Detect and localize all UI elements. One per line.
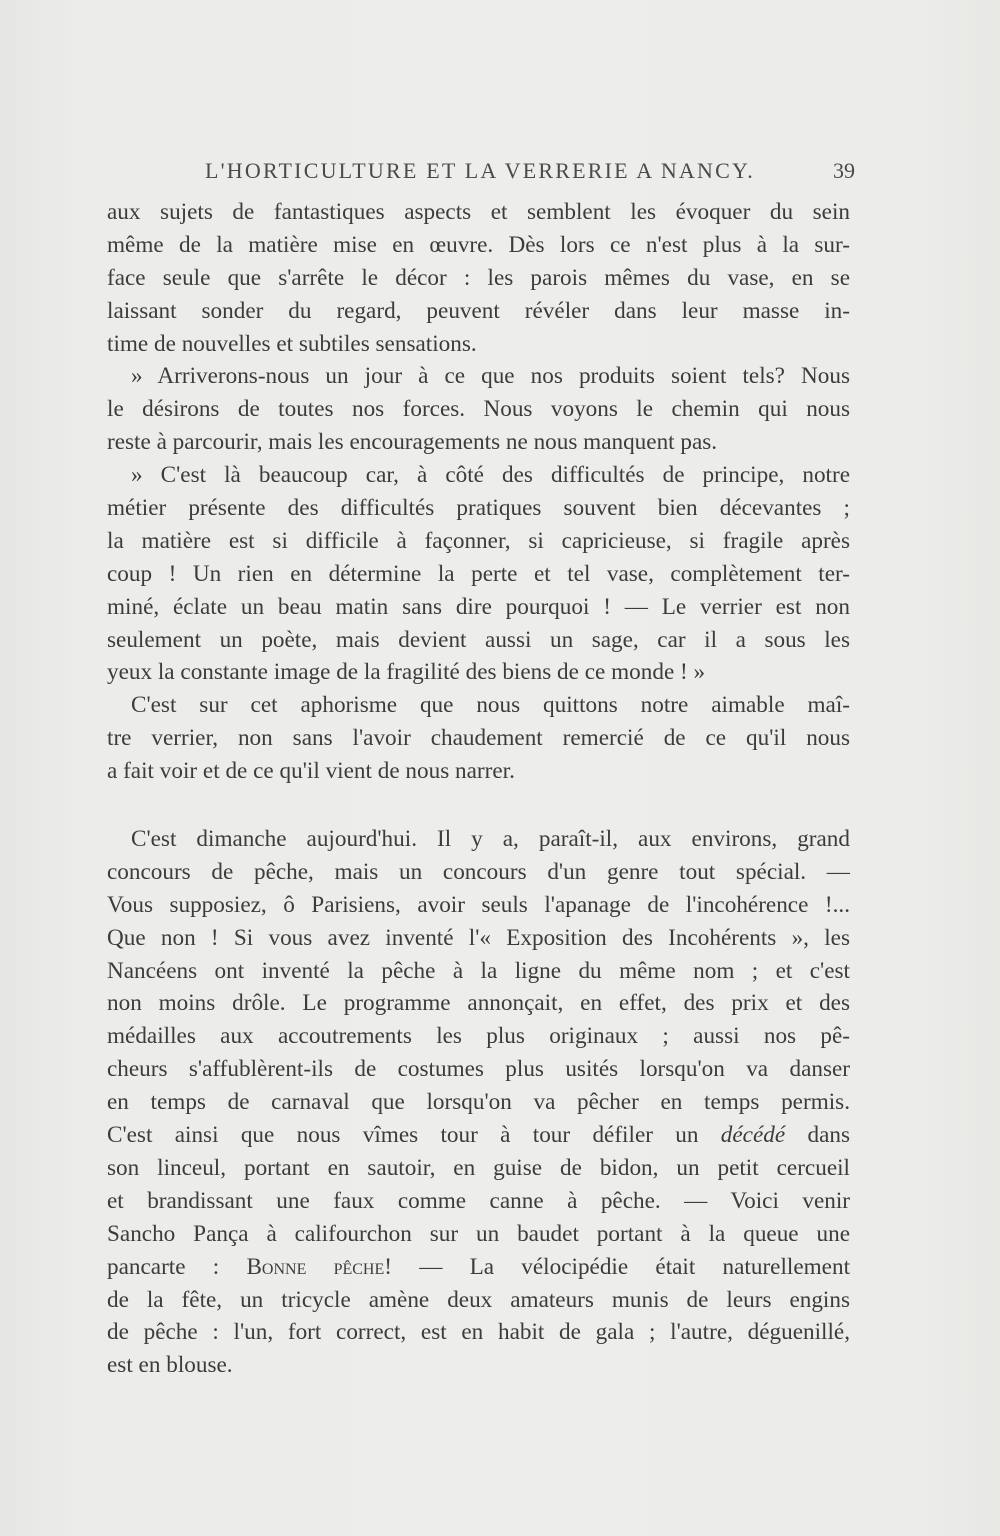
- text-line: médailles aux accoutrements les plus originaux ; aussi nos pê-: [107, 1023, 850, 1050]
- text-line: concours de pêche, mais un concours d'un genre tout spécial. —: [107, 858, 850, 885]
- text-run: C'est ainsi que nous vîmes tour à tour défiler un: [107, 1122, 699, 1149]
- text-line: Vous supposiez, ô Parisiens, avoir seuls l'apanage de l'incohérence !...: [107, 891, 850, 918]
- body-text: [107, 196, 850, 1382]
- text-line: C'est dimanche aujourd'hui. Il y a, paraît-il, aux environs, grand: [131, 826, 850, 853]
- text-line-with-small-caps: [107, 1251, 850, 1284]
- text-line: seulement un poète, mais devient aussi un sage, car il a sous les: [107, 626, 850, 653]
- text-line: Sancho Pança à califourchon sur un baudet portant à la queue une: [107, 1220, 850, 1247]
- text-line: non moins drôle. Le programme annonçait, en effet, des prix et des: [107, 990, 850, 1017]
- text-line: est en blouse.: [107, 1352, 233, 1379]
- text-run: ! — La vélocipédie était naturellement: [384, 1253, 851, 1280]
- italic-word: décédé: [720, 1122, 786, 1149]
- section-break: [107, 788, 850, 823]
- text-line: métier présente des difficultés pratiques souvent bien décevantes ;: [107, 495, 850, 522]
- small-caps-phrase: Bonne pêche: [246, 1253, 385, 1280]
- text-line: C'est sur cet aphorisme que nous quittons notre aimable maî-: [131, 692, 850, 719]
- running-head: [205, 152, 855, 182]
- text-line: de pêche : l'un, fort correct, est en habit de gala ; l'autre, déguenillé,: [107, 1319, 850, 1346]
- text-line: son linceul, portant en sautoir, en guise de bidon, un petit cercueil: [107, 1154, 850, 1181]
- text-line: time de nouvelles et subtiles sensations.: [107, 330, 477, 357]
- text-line-with-italic: [107, 1119, 850, 1152]
- text-line: laissant sonder du regard, peuvent révéler dans leur masse in-: [107, 297, 850, 324]
- text-line: » Arriverons-nous un jour à ce que nos produits soient tels? Nous: [131, 363, 850, 390]
- text-line: a fait voir et de ce qu'il vient de nous narrer.: [107, 758, 515, 785]
- text-line: face seule que s'arrête le décor : les parois mêmes du vase, en se: [107, 264, 850, 291]
- text-line: Que non ! Si vous avez inventé l'« Exposition des Incohérents », les: [107, 924, 850, 951]
- text-line: cheurs s'affublèrent-ils de costumes plus usités lorsqu'on va danser: [107, 1056, 850, 1083]
- text-run: pancarte :: [107, 1253, 220, 1280]
- running-title: L'HORTICULTURE ET LA VERRERIE A NANCY.: [205, 158, 755, 183]
- text-line: tre verrier, non sans l'avoir chaudement remercié de ce qu'il nous: [107, 725, 850, 752]
- page-number: 39: [833, 158, 855, 183]
- text-line: aux sujets de fantastiques aspects et semblent les évoquer du sein: [107, 199, 850, 225]
- text-line: de la fête, un tricycle amène deux amateurs munis de leurs engins: [107, 1286, 850, 1313]
- text-line: même de la matière mise en œuvre. Dès lors ce n'est plus à la sur-: [107, 231, 850, 258]
- text-line: reste à parcourir, mais les encouragements ne nous manquent pas.: [107, 429, 718, 456]
- text-line: miné, éclate un beau matin sans dire pourquoi ! — Le verrier est non: [107, 593, 850, 620]
- text-line: le désirons de toutes nos forces. Nous voyons le chemin qui nous: [107, 396, 850, 423]
- text-line: » C'est là beaucoup car, à côté des difficultés de principe, notre: [131, 462, 850, 489]
- text-line: la matière est si difficile à façonner, si capricieuse, si fragile après: [107, 527, 850, 554]
- text-line: et brandissant une faux comme canne à pêche. — Voici venir: [107, 1187, 850, 1214]
- text-line: yeux la constante image de la fragilité des biens de ce monde ! »: [107, 659, 706, 686]
- text-line: coup ! Un rien en détermine la perte et tel vase, complètement ter-: [107, 560, 850, 587]
- text-run: dans: [807, 1122, 850, 1149]
- text-line: Nancéens ont inventé la pêche à la ligne du même nom ; et c'est: [107, 957, 850, 984]
- text-line: en temps de carnaval que lorsqu'on va pêcher en temps permis.: [107, 1089, 850, 1116]
